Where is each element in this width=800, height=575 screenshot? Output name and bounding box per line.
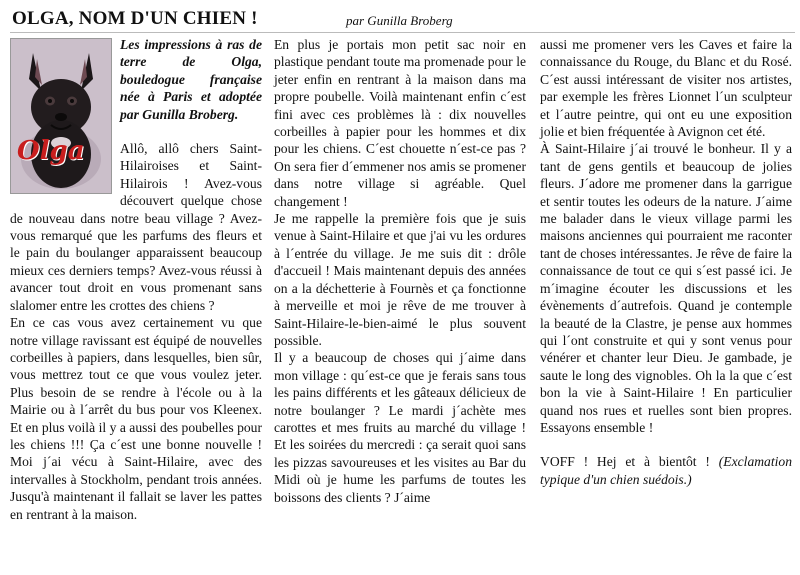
article-header — [10, 6, 795, 33]
closing-text: VOFF ! Hej et à bientôt ! — [540, 454, 710, 470]
french-bulldog-picture — [11, 39, 111, 193]
column-1 — [10, 36, 262, 523]
photo-caption: Olga — [17, 136, 85, 166]
paragraph: Allô, allô chers Saint-Hilairoises et Saint-Hilairois ! Avez-vous découvert quelque chose de nouveau dans notre beau village ? Avez-vous remarqué que les parfums des fleurs et le pain du boulanger apparaissent beaucoup mieux ces derniers temps? Avez-vous réussi à avancer tout droit en vous promenant sans slalomer entre les crottes des chiens ? — [10, 141, 262, 313]
closing-line — [540, 453, 792, 488]
article-byline: par Gunilla Broberg — [346, 13, 453, 28]
closing-note: (Exclamation typique d'un chien suédois.) — [540, 454, 792, 487]
paragraph: Je me rappelle la première fois que je suis venue à Saint-Hilaire et que j'ai vu les ordures à l´entrée du village. Je me suis dit : drôle d'accueil ! Mais maintenant depuis des années on a la déchetterie à Fournès et ça fonctionne à merveille et moi je rêve de me trouver à Saint-Hilaire-le-bien-aimé le plus souvent possible. — [274, 211, 526, 348]
column-2 — [274, 36, 526, 506]
paragraph: À Saint-Hilaire j´ai trouvé le bonheur. Il y a tant de gens gentils et beaucoup de jolies fleurs. J´adore me promener dans la garrigue et sentir toutes les odeurs de la nature. J´aime me balader dans le vieux village parmi les maisons anciennes qui pourraient me raconter tant de choses intéressantes. Je rêve de faire la connaissance de tout ce qui s´est passé ici. Je m´imagine écouter les discussions et les évènements d´autrefois. Quand je contemple la beauté de la Clastre, je pense aux hommes qui l´ont construite et qui y sont venus pour vénérer et chanter leur Dieu. Je gambade, je saute le long des vignobles. Oh la la que c´est bon la vie à Saint-Hilaire ! En particulier quand nos rues et ruelles sont bien propres. Essayons ensemble ! — [540, 141, 792, 435]
article-title: OLGA, NOM D'UN CHIEN ! — [12, 8, 258, 29]
dog-photo — [10, 38, 112, 194]
column-3 — [540, 36, 792, 488]
paragraph: En plus je portais mon petit sac noir en plastique pendant toute ma promenade pour le jeter enfin en rentrant à la maison dans ma propre poubelle. Voilà maintenant enfin c´est fini avec ces problèmes là : dix nouvelles corbeilles à papier pour les hommes et dix pour les chiens. C´est chouette n´est-ce pas ? On sera fier d´emmener nos amis se promener dans notre village si agréable. Quel changement ! — [274, 37, 526, 209]
article-intro: Les impressions à ras de terre de Olga, bouledogue française née à Paris et adoptée par Gunilla Broberg. — [120, 37, 262, 122]
paragraph: aussi me promener vers les Caves et faire la connaissance du Rouge, du Blanc et du Rosé. C´est aussi intéressant de visiter nos artistes, par exemple les frères Lionnet l´un sculpteur et l´autre peintre, qui ont eu une exposition jolie et bien fréquentée à Avignon cet été. — [540, 37, 792, 140]
paragraph: En ce cas vous avez certainement vu que notre village ravissant est équipé de nouvelles corbeilles à papiers, dans lesquelles, bien sûr, vous mettrez tout ce que vous voulez jeter. Plus besoin de se rendre à l'école ou à la Mairie ou à l´arrêt du bus pour vos Kleenex. Et en plus voilà il y a aussi des poubelles pour les chiens !!! Ça c´est une bonne nouvelle ! Moi j´ai vécu à Saint-Hilaire, avec des intervalles à Stockholm, pendant trois années. Jusqu'à maintenant il fallait se laver les pattes en rentrant à la maison. — [10, 315, 262, 522]
paragraph: Il y a beaucoup de choses qui j´aime dans mon village : qu´est-ce que je ferais sans tous les pains différents et les gâteaux délicieux de notre boulanger ? Le mardi j´achète mes carottes et mes fruits au marché du village ! Et les soirées du mercredi : ça serait quoi sans les pizzas savoureuses et les visites au Bar du Midi où je hume les parfums de toutes les boissons des clients ? J´aime — [274, 350, 526, 505]
